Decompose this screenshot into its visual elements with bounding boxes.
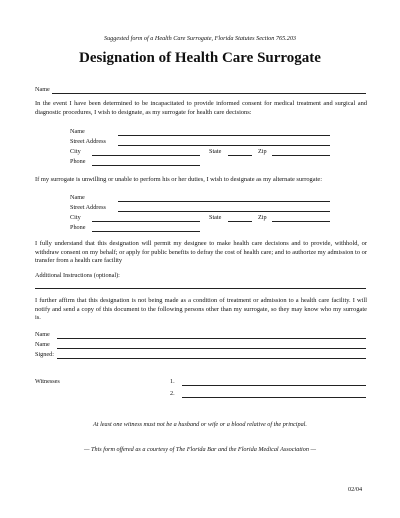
alternate-street-field[interactable]	[118, 211, 330, 212]
principal-name-field[interactable]	[52, 93, 366, 94]
surrogate-city-field[interactable]	[92, 155, 200, 156]
surrogate-zip-label: Zip	[258, 148, 267, 155]
alternate-city-field[interactable]	[92, 221, 200, 222]
signature-field[interactable]	[57, 358, 366, 359]
alternate-name-field[interactable]	[118, 201, 330, 202]
alternate-phone-label: Phone	[70, 224, 86, 231]
witness-1-number: 1.	[170, 378, 175, 385]
principal-name-label: Name	[35, 86, 50, 93]
alternate-intro: If my surrogate is unwilling or unable to perform his or her duties, I wish to designate as my alternate surrogate:	[35, 176, 322, 183]
additional-instructions-label: Additional Instructions (optional):	[35, 272, 120, 279]
notify-name-2-field[interactable]	[57, 348, 366, 349]
alternate-zip-field[interactable]	[272, 221, 330, 222]
courtesy-note: — This form offered as a courtesy of The Florida Bar and the Florida Medical Association —	[83, 446, 317, 453]
witness-1-field[interactable]	[182, 385, 366, 386]
alternate-city-label: City	[70, 214, 81, 221]
signed-label: Signed:	[35, 351, 54, 358]
surrogate-name-label: Name	[70, 128, 85, 135]
notify-name-1-label: Name	[35, 331, 50, 338]
alternate-state-label: State	[209, 214, 222, 221]
surrogate-street-field[interactable]	[118, 145, 330, 146]
intro-paragraph: In the event I have been determined to be incapacitated to provide informed consent for medical treatment and surgical and diagnostic procedures, I wish to designate, as my surrogate for health care decisions:	[35, 100, 367, 116]
surrogate-street-label: Street Address	[70, 138, 106, 145]
alternate-street-label: Street Address	[70, 204, 106, 211]
surrogate-state-label: State	[209, 148, 222, 155]
notify-name-1-field[interactable]	[57, 338, 366, 339]
header-note: Suggested form of a Health Care Surrogate, Florida Statutes Section 765.203	[103, 35, 297, 42]
notify-name-2-label: Name	[35, 341, 50, 348]
surrogate-state-field[interactable]	[228, 155, 252, 156]
surrogate-phone-label: Phone	[70, 158, 86, 165]
witness-2-field[interactable]	[182, 397, 366, 398]
witnesses-label: Witnesses	[35, 378, 60, 385]
alternate-zip-label: Zip	[258, 214, 267, 221]
form-code: 02/04	[348, 486, 363, 493]
affirm-paragraph: I further affirm that this designation is not being made as a condition of treatment or admission to a health care facility. I will notify and send a copy of this document to the following persons other than my surrogate, so they may know who my surrogate is.	[35, 297, 367, 322]
surrogate-phone-field[interactable]	[92, 165, 200, 166]
surrogate-zip-field[interactable]	[272, 155, 330, 156]
understanding-paragraph: I fully understand that this designation will permit my designee to make health care decisions and to provide, withhold, or withdraw consent on my behalf; or apply for public benefits to defray the cost of health care; and to authorize my admission to or transfer from a health care facility	[35, 240, 367, 265]
witness-note: At least one witness must not be a husband or wife or a blood relative of the principal.	[93, 421, 307, 428]
surrogate-city-label: City	[70, 148, 81, 155]
witness-2-number: 2.	[170, 390, 175, 397]
surrogate-name-field[interactable]	[118, 135, 330, 136]
alternate-phone-field[interactable]	[92, 231, 200, 232]
alternate-state-field[interactable]	[228, 221, 252, 222]
additional-instructions-field[interactable]	[35, 288, 366, 289]
page-title: Designation of Health Care Surrogate	[79, 50, 321, 66]
alternate-name-label: Name	[70, 194, 85, 201]
